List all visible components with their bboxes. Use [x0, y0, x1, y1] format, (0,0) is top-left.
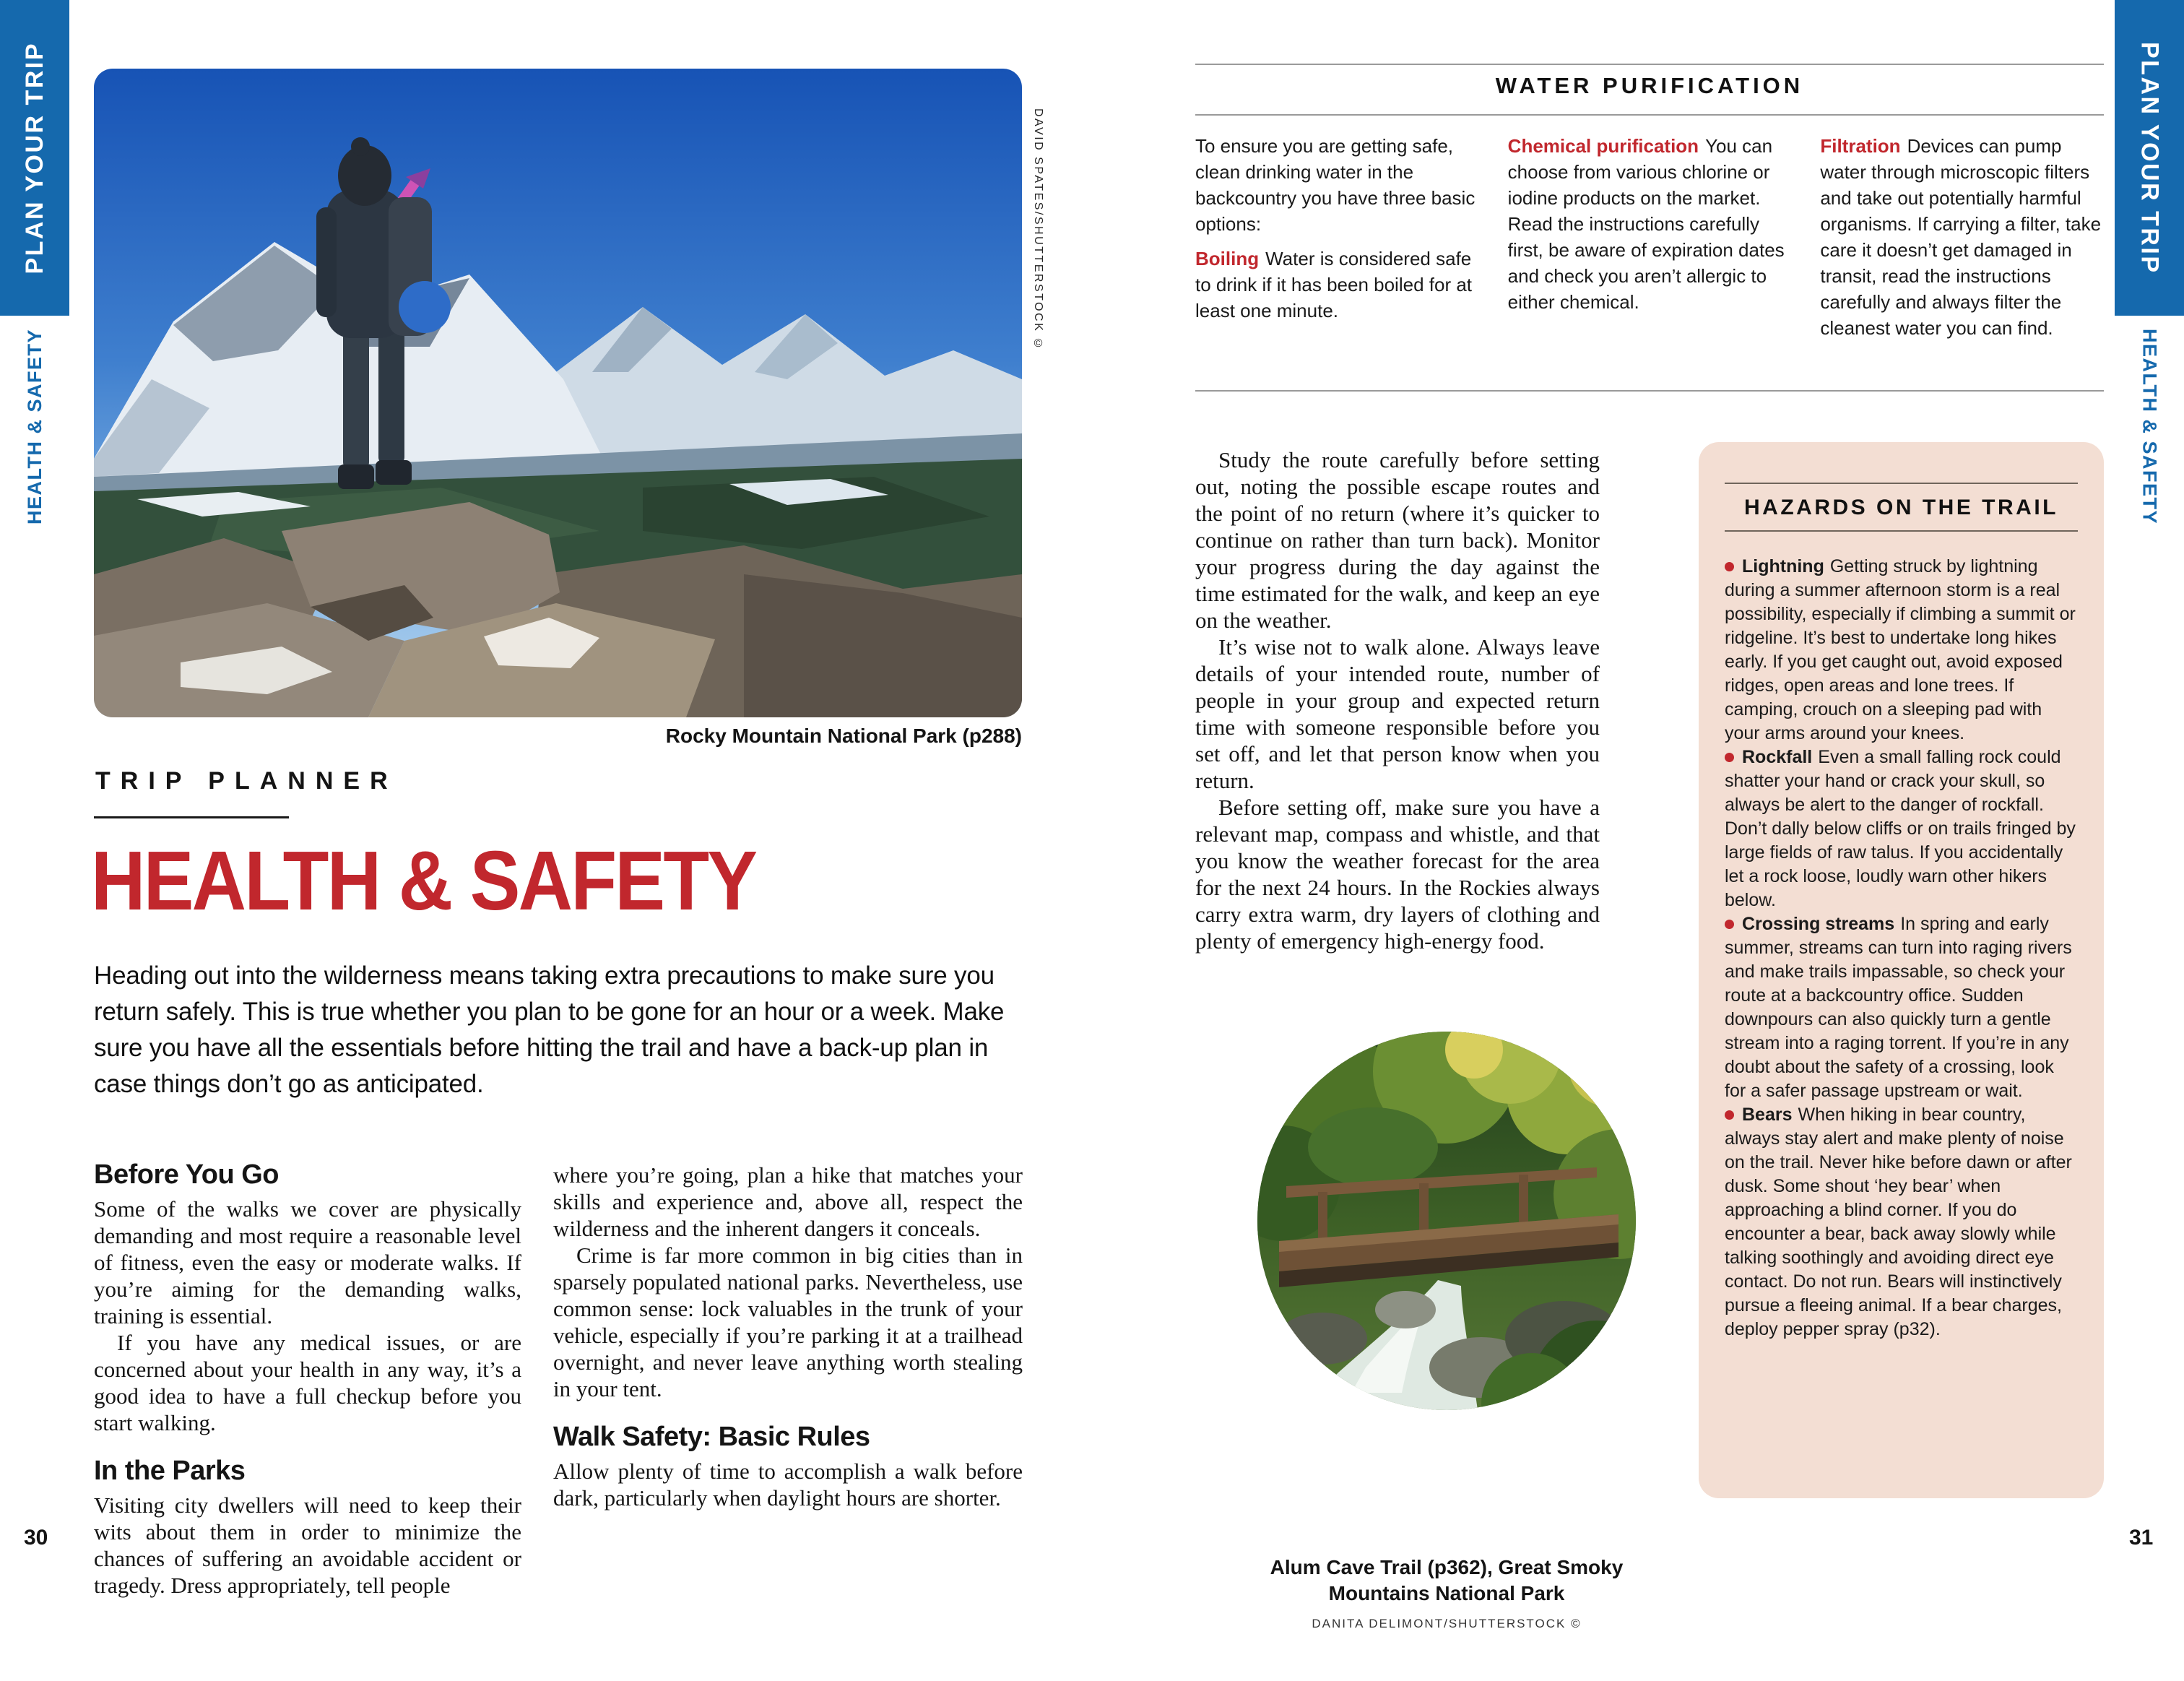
water-intro: To ensure you are getting safe, clean drinking water in the backcountry you have three basic options:	[1195, 135, 1476, 235]
hazard-text: In spring and early summer, streams can turn into raging rivers and make trails impassable, so check your route at a backcountry office. Sudden downpours can also quickly turn a gentle stream into a raging torrent. If you’re in any doubt about the safety of a crossing, look for a safer passage upstream or wait.	[1725, 914, 2072, 1101]
water-option-text: Devices can pump water through microscopic filters and take out potentially harmful organisms. If carrying a filter, take care it doesn’t get damaged in transit, read the instructions carefully and always filter the cleanest water you can find.	[1820, 135, 2102, 339]
hazard-list	[1725, 555, 2078, 1341]
water-option	[1508, 133, 1792, 315]
water-option-lead: Chemical purification	[1507, 135, 1699, 157]
heading-in-the-parks: In the Parks	[94, 1456, 246, 1486]
left-photo-caption: Rocky Mountain National Park (p288)	[665, 725, 1022, 747]
right-section-label: HEALTH & SAFETY	[2138, 329, 2161, 524]
water-box-bottom-rule	[1195, 390, 2104, 392]
left-column-two	[553, 1162, 1023, 1511]
water-purification-title: WATER PURIFICATION	[1495, 73, 1804, 98]
right-plan-your-trip-tab	[2115, 0, 2184, 316]
hazard-term: Crossing streams	[1742, 914, 1895, 934]
left-photo-credit: DAVID SPATES/SHUTTERSTOCK ©	[1032, 108, 1044, 352]
hazard-text: Even a small falling rock could shatter your hand or crack your skull, so always be alert to the danger of rockfall. Don’t dally below cliffs or on trails fringed by large fields of raw talus. If you accidentally let a rock loose, loudly warn other hikers below.	[1725, 747, 2076, 910]
right-photo-credit: DANITA DELIMONT/SHUTTERSTOCK ©	[1312, 1617, 1582, 1630]
right-tab-label: PLAN YOUR TRIP	[2136, 41, 2164, 275]
body-paragraph: Allow plenty of time to accomplish a walk before dark, particularly when daylight hours are shorter.	[553, 1459, 1023, 1511]
water-box-top-rule	[1195, 64, 2104, 65]
hazards-title: HAZARDS ON THE TRAIL	[1744, 496, 2058, 519]
water-column-boiling	[1195, 133, 1479, 341]
body-paragraph: It’s wise not to walk alone. Always leave details of your intended route, number of people in your group and expected return time with someone responsible before you set off, and let that person know when you return.	[1195, 634, 1600, 793]
page-title: HEALTH & SAFETY	[91, 834, 756, 928]
hazard-bullet-icon	[1725, 753, 1734, 762]
mountain-scene-illustration	[94, 69, 1022, 717]
kicker-trip-planner: TRIP PLANNER	[95, 767, 398, 795]
heading-walk-safety: Walk Safety: Basic Rules	[553, 1422, 870, 1452]
page-number-30: 30	[24, 1526, 48, 1550]
hazards-mid-rule	[1725, 530, 2078, 532]
water-option-text: Water is considered safe to drink if it has been boiled for at least one minute.	[1195, 248, 1473, 321]
water-box-mid-rule	[1195, 114, 2104, 116]
hazard-text: When hiking in bear country, always stay alert and make plenty of noise on the trail. Never hike before dawn or after dusk. Some shout ‘hey bear’ when approaching a blind corner. If you do encounter a bear, back away slowly while talking soothingly and avoiding direct eye contact. Do not run. Bears will instinctively pursue a fleeing animal. If a bear charges, deploy pepper spray (p32).	[1725, 1105, 2072, 1339]
page-number-31: 31	[2129, 1526, 2154, 1550]
hazard-item-lightning	[1725, 555, 2078, 746]
hazard-item-bears	[1725, 1103, 2078, 1341]
water-column-chemical	[1508, 133, 1792, 341]
hazard-item-rockfall	[1725, 746, 2078, 912]
water-column-filtration	[1820, 133, 2104, 341]
hazard-term: Rockfall	[1742, 747, 1813, 767]
left-plan-your-trip-tab	[0, 0, 69, 316]
body-paragraph: Some of the walks we cover are physically demanding and most require a reasonable level of fitness, even the easy or moderate walks. If you’re aiming for the demanding walks, training is essential.	[94, 1196, 521, 1328]
left-tab-label: PLAN YOUR TRIP	[20, 41, 48, 275]
hazard-bullet-icon	[1725, 1110, 1734, 1120]
left-column-one	[94, 1159, 521, 1599]
right-photo-caption: Alum Cave Trail (p362), Great Smoky Mountains National Park	[1270, 1556, 1624, 1604]
hazard-item-crossing-streams	[1725, 912, 2078, 1103]
water-purification-columns	[1195, 133, 2104, 341]
right-body-column	[1195, 446, 1600, 954]
alum-cave-trail-photo	[1257, 1032, 1636, 1410]
hazard-bullet-icon	[1725, 920, 1734, 929]
water-option-text: You can choose from various chlorine or iodine products on the market. Read the instructions carefully first, be aware of expiration dates and check you aren’t allergic to either chemical.	[1507, 135, 1785, 313]
body-paragraph: Study the route carefully before setting out, noting the possible escape routes and the point of no return (where it’s quicker to continue on rather than turn back). Monitor your progress during the day against the time estimated for the walk, and keep an eye on the weather.	[1195, 447, 1600, 633]
hazard-term: Bears	[1742, 1105, 1793, 1125]
body-paragraph: Crime is far more common in big cities than in sparsely populated national parks. Nevertheless, use common sense: lock valuables in the trunk of your vehicle, especially if you’re parking it at a trailhead overnight, and never leave anything worth stealing in your tent.	[553, 1243, 1023, 1401]
water-option-lead: Filtration	[1820, 135, 1901, 157]
heading-before-you-go: Before You Go	[94, 1159, 280, 1190]
body-paragraph: where you’re going, plan a hike that matches your skills and experience and, above all, respect the wilderness and the inherent dangers it conceals.	[553, 1162, 1023, 1241]
intro-paragraph: Heading out into the wilderness means taking extra precautions to make sure you return safely. This is true whether you plan to be gone for an hour or a week. Make sure you have all the essentials before hitting the trail and have a back-up plan in case things don’t go as anticipated.	[94, 962, 1005, 1098]
water-option-lead: Boiling	[1195, 248, 1260, 269]
water-option	[1820, 133, 2104, 341]
body-paragraph: Before setting off, make sure you have a relevant map, compass and whistle, and that you know the weather forecast for the area for the next 24 hours. In the Rockies always carry extra warm, dry layers of clothing and plenty of emergency high-energy food.	[1195, 795, 1600, 954]
body-paragraph: Visiting city dwellers will need to keep their wits about them in order to minimize the chances of suffering an avoidable accident or tragedy. Dress appropriately, tell people	[94, 1492, 521, 1598]
rocky-mountain-photo	[94, 69, 1022, 717]
hazard-bullet-icon	[1725, 562, 1734, 571]
body-paragraph: If you have any medical issues, or are concerned about your health in any way, it’s a good idea to have a full checkup before you start walking.	[94, 1330, 521, 1435]
water-option	[1195, 246, 1479, 324]
hazard-term: Lightning	[1742, 556, 1824, 576]
forest-bridge-illustration	[1257, 1032, 1636, 1410]
left-section-label: HEALTH & SAFETY	[23, 329, 46, 524]
hazards-on-the-trail-box	[1699, 442, 2104, 1498]
hazard-text: Getting struck by lightning during a summer afternoon storm is a real possibility, especially if climbing a summit or ridgeline. It’s best to undertake long hikes early. If you get caught out, avoid exposed ridges, open areas and lone trees. If camping, crouch on a sleeping pad with your arms around your knees.	[1725, 556, 2076, 743]
kicker-rule	[94, 816, 289, 818]
